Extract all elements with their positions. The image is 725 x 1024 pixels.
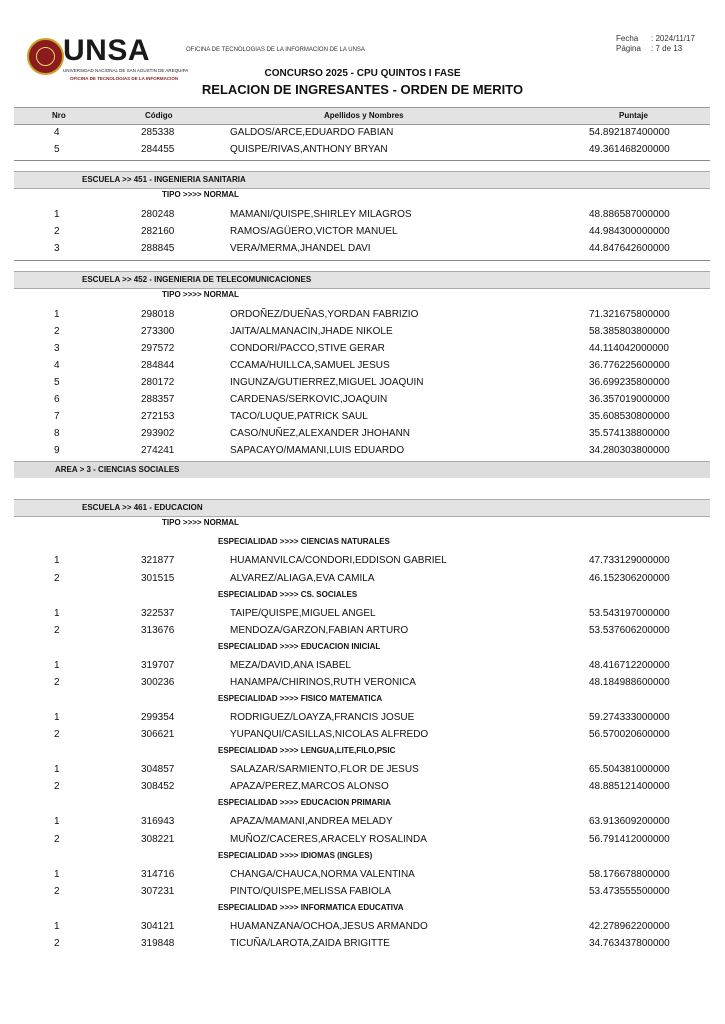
row-puntaje: 53.537606200000 [589,624,670,636]
row-puntaje: 44.114042000000 [589,342,669,354]
row-nombre: MUÑOZ/CACERES,ARACELY ROSALINDA [230,833,427,845]
row-nro: 8 [54,428,60,440]
tipo-label: TIPO >>>> NORMAL [162,518,239,528]
row-codigo: 306621 [141,729,175,741]
table-row [0,426,725,443]
row-puntaje: 35.574138800000 [589,428,670,440]
row-nombre: QUISPE/RIVAS,ANTHONY BRYAN [230,144,388,156]
row-codigo: 307231 [141,885,175,897]
row-codigo: 300236 [141,676,175,688]
row-codigo: 314716 [141,868,175,880]
row-codigo: 274241 [141,445,175,457]
table-row [0,606,725,623]
row-puntaje: 48.886587000000 [589,209,670,221]
column-codigo: Código [145,111,173,120]
pagina-value: : 7 de 13 [651,44,683,53]
row-codigo: 308452 [141,781,175,793]
row-nombre: TACO/LUQUE,PATRICK SAUL [230,411,368,423]
row-codigo: 304121 [141,920,175,932]
row-nombre: MENDOZA/GARZON,FABIAN ARTURO [230,624,409,636]
divider [14,260,710,261]
row-nro: 2 [54,325,60,337]
row-puntaje: 53.473555500000 [589,885,670,897]
row-nro: 2 [54,937,60,949]
table-row [0,125,725,142]
column-puntaje: Puntaje [619,111,648,120]
row-nombre: RODRIGUEZ/LOAYZA,FRANCIS JOSUE [230,712,415,723]
row-nombre: RAMOS/AGÜERO,VICTOR MANUEL [230,226,398,238]
row-nro: 2 [54,833,60,845]
row-puntaje: 46.152306200000 [589,572,670,584]
table-row [0,324,725,341]
row-nombre: TAIPE/QUISPE,MIGUEL ANGEL [230,607,376,619]
row-nombre: CCAMA/HUILLCA,SAMUEL JESUS [230,359,390,371]
row-nro: 1 [54,659,60,671]
row-puntaje: 48.416712200000 [589,659,670,671]
row-puntaje: 34.280303800000 [589,445,670,457]
row-codigo: 299354 [141,712,175,723]
row-nro: 2 [54,781,60,793]
tipo-label: TIPO >>>> NORMAL [162,289,239,299]
row-codigo: 319848 [141,937,175,949]
row-nro: 1 [54,712,60,723]
row-nombre: YUPANQUI/CASILLAS,NICOLAS ALFREDO [230,729,429,741]
row-codigo: 321877 [141,555,175,567]
row-puntaje: 48.184988600000 [589,676,670,688]
escuela-header [14,271,710,289]
row-nro: 1 [54,308,60,320]
row-nombre: SAPACAYO/MAMANI,LUIS EDUARDO [230,445,405,457]
table-row [0,727,725,744]
row-nro: 9 [54,445,60,457]
row-codigo: 298018 [141,308,175,320]
especialidad-label: ESPECIALIDAD >>>> CIENCIAS NATURALES [218,537,390,547]
divider [14,160,710,161]
table-row [0,884,725,901]
row-nro: 1 [54,764,60,776]
row-puntaje: 58.176678800000 [589,868,670,880]
row-nombre: CARDENAS/SERKOVIC,JOAQUIN [230,394,388,405]
row-nombre: APAZA/MAMANI,ANDREA MELADY [230,816,393,828]
row-nro: 5 [54,376,60,388]
row-puntaje: 35.608530800000 [589,411,670,423]
row-nro: 2 [54,729,60,741]
table-row [0,832,725,849]
row-puntaje: 36.776225600000 [589,359,670,371]
row-codigo: 316943 [141,816,175,828]
escuela-label: ESCUELA >> 452 - INGENIERIA DE TELECOMUNICACIONES [82,274,312,284]
row-nro: 2 [54,676,60,688]
table-row [0,867,725,884]
area-label: AREA > 3 - CIENCIAS SOCIALES [55,465,180,475]
row-nombre: MAMANI/QUISPE,SHIRLEY MILAGROS [230,209,412,221]
contest-title: CONCURSO 2025 - CPU QUINTOS I FASE [264,68,461,79]
table-row [0,443,725,460]
row-nombre: VERA/MERMA,JHANDEL DAVI [230,243,371,255]
table-row [0,409,725,426]
row-codigo: 280248 [141,209,175,221]
row-nombre: PINTO/QUISPE,MELISSA FABIOLA [230,885,391,897]
escuela-header [14,499,710,517]
escuela-header [14,171,710,189]
row-puntaje: 44.847642600000 [589,243,670,255]
row-nombre: GALDOS/ARCE,EDUARDO FABIAN [230,127,394,138]
row-nro: 2 [54,885,60,897]
row-codigo: 282160 [141,226,175,238]
row-nro: 5 [54,144,60,156]
fecha-value: : 2024/11/17 [651,34,695,43]
row-puntaje: 58.385803800000 [589,325,670,337]
especialidad-label: ESPECIALIDAD >>>> LENGUA,LITE,FILO,PSIC [218,746,396,756]
row-codigo: 272153 [141,411,175,423]
table-row [0,710,725,727]
table-row [0,392,725,409]
row-nombre: SALAZAR/SARMIENTO,FLOR DE JESUS [230,764,419,776]
row-puntaje: 44.984300000000 [589,226,670,238]
row-nro: 4 [54,127,60,138]
row-puntaje: 71.321675800000 [589,308,670,320]
table-row [0,762,725,779]
row-codigo: 285338 [141,127,175,138]
row-nro: 2 [54,572,60,584]
escuela-label: ESCUELA >> 451 - INGENIERIA SANITARIA [82,175,246,185]
row-codigo: 308221 [141,833,175,845]
area-header [14,461,710,478]
row-codigo: 297572 [141,342,175,354]
row-codigo: 301515 [141,572,175,584]
table-row [0,307,725,324]
office-name: OFICINA DE TECNOLOGIAS DE LA INFORMACION DE LA UNSA [186,47,365,53]
row-nro: 1 [54,920,60,932]
row-codigo: 284844 [141,359,175,371]
row-nro: 7 [54,411,60,423]
row-puntaje: 54.892187400000 [589,127,670,138]
pagina-label: Página [616,44,641,53]
report-title: RELACION DE INGRESANTES - ORDEN DE MERITO [201,82,524,97]
row-codigo: 319707 [141,659,175,671]
especialidad-label: ESPECIALIDAD >>>> IDIOMAS (INGLES) [218,850,373,860]
row-puntaje: 36.357019000000 [589,394,670,405]
table-row [0,814,725,831]
table-row [0,779,725,796]
especialidad-label: ESPECIALIDAD >>>> CS. SOCIALES [218,589,358,599]
row-puntaje: 63.913609200000 [589,816,670,828]
table-row [0,658,725,675]
especialidad-label: ESPECIALIDAD >>>> INFORMATICA EDUCATIVA [218,902,404,912]
column-nombres: Apellidos y Nombres [324,111,404,120]
row-puntaje: 56.791412000000 [589,833,670,845]
fecha-label: Fecha [616,34,639,43]
row-nombre: MEZA/DAVID,ANA ISABEL [230,659,351,671]
row-codigo: 288357 [141,394,175,405]
table-row [0,358,725,375]
logo-subtitle: UNIVERSIDAD NACIONAL DE SAN AGUSTIN DE AREQUIPA [63,68,189,73]
row-nro: 4 [54,359,60,371]
row-nro: 1 [54,868,60,880]
table-row [0,142,725,159]
row-nro: 1 [54,555,60,567]
especialidad-label: ESPECIALIDAD >>>> FISICO MATEMATICA [218,694,383,703]
row-nombre: APAZA/PEREZ,MARCOS ALONSO [230,781,389,793]
table-row [0,375,725,392]
row-nombre: TICUÑA/LAROTA,ZAIDA BRIGITTE [230,937,390,949]
table-row [0,919,725,936]
row-nombre: ORDOÑEZ/DUEÑAS,YORDAN FABRIZIO [230,308,419,320]
table-row [0,224,725,241]
row-nombre: INGUNZA/GUTIERREZ,MIGUEL JOAQUIN [230,376,424,388]
row-puntaje: 42.278962200000 [589,920,670,932]
table-row [0,675,725,692]
row-codigo: 293902 [141,428,175,440]
escuela-label: ESCUELA >> 461 - EDUCACION [82,503,203,513]
row-nombre: HANAMPA/CHIRINOS,RUTH VERONICA [230,676,416,688]
row-nro: 3 [54,342,60,354]
especialidad-label: ESPECIALIDAD >>>> EDUCACION PRIMARIA [218,798,391,808]
table-row [0,207,725,224]
row-nro: 2 [54,226,60,238]
column-nro: Nro [52,111,66,120]
row-nro: 1 [54,607,60,619]
logo-text: UNSA [63,34,151,67]
row-nro: 1 [54,816,60,828]
row-nombre: CHANGA/CHAUCA,NORMA VALENTINA [230,868,415,880]
table-row [0,341,725,358]
row-codigo: 284455 [141,144,175,156]
row-nro: 2 [54,624,60,636]
row-puntaje: 48.885121400000 [589,781,670,793]
row-puntaje: 59.274333000000 [589,712,670,723]
row-codigo: 313676 [141,624,175,636]
table-row [0,623,725,640]
row-codigo: 288845 [141,243,175,255]
row-codigo: 304857 [141,764,175,776]
row-nombre: CASO/NUÑEZ,ALEXANDER JHOHANN [230,428,411,440]
logo-office: OFICINA DE TECNOLOGIAS DE LA INFORMACION [70,76,179,81]
table-row [0,241,725,258]
row-puntaje: 56.570020600000 [589,729,670,741]
row-nombre: CONDORI/PACCO,STIVE GERAR [230,342,385,354]
table-row [0,936,725,953]
row-nro: 6 [54,394,60,405]
row-nombre: HUAMANVILCA/CONDORI,EDDISON GABRIEL [230,555,447,567]
row-puntaje: 65.504381000000 [589,764,670,776]
row-codigo: 273300 [141,325,175,337]
table-row [0,553,725,570]
row-codigo: 280172 [141,376,175,388]
row-nro: 3 [54,243,60,255]
row-puntaje: 47.733129000000 [589,555,670,567]
row-nombre: ALVAREZ/ALIAGA,EVA CAMILA [230,572,375,584]
row-nombre: JAITA/ALMANACIN,JHADE NIKOLE [230,325,393,337]
row-puntaje: 53.543197000000 [589,607,670,619]
row-nombre: HUAMANZANA/OCHOA,JESUS ARMANDO [230,920,428,932]
table-row [0,571,725,588]
row-puntaje: 34.763437800000 [589,937,670,949]
row-puntaje: 49.361468200000 [589,144,670,156]
row-codigo: 322537 [141,607,175,619]
row-nro: 1 [54,209,60,221]
especialidad-label: ESPECIALIDAD >>>> EDUCACION INICIAL [218,641,381,651]
tipo-label: TIPO >>>> NORMAL [162,190,239,200]
row-puntaje: 36.699235800000 [589,376,670,388]
